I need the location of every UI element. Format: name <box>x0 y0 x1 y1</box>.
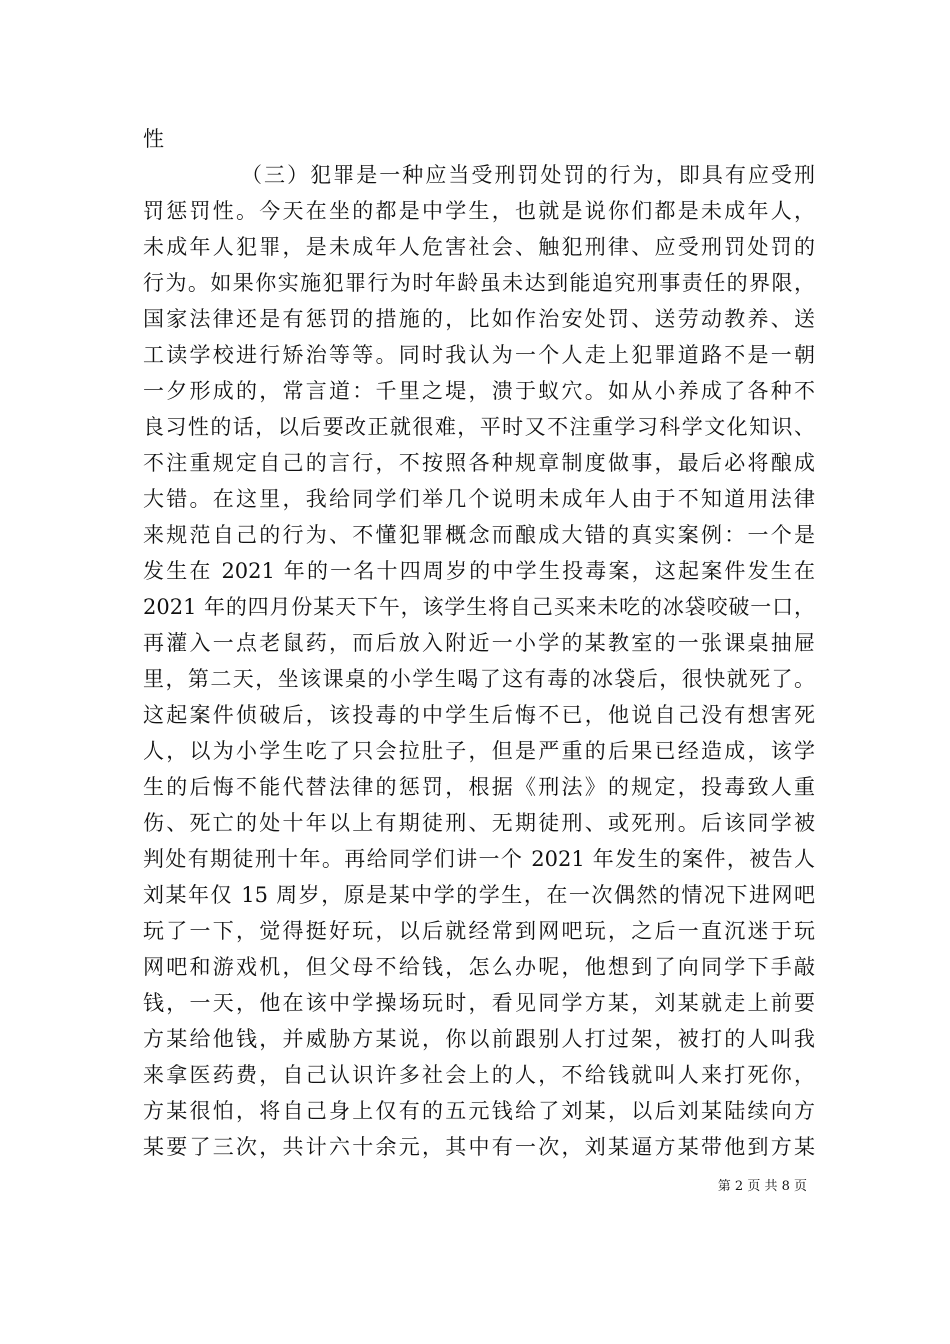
text-line-6: 国家法律还是有惩罚的措施的，比如作治安处罚、送劳动教养、送 <box>143 307 815 331</box>
text-line-1: 性 <box>143 127 164 151</box>
text-line-28: 方某很怕，将自己身上仅有的五元钱给了刘某，以后刘某陆续向方 <box>143 1099 815 1123</box>
text-line-29: 某要了三次，共计六十余元，其中有一次，刘某逼方某带他到方某 <box>143 1135 815 1159</box>
page-number-footer: 第 2 页 共 8 页 <box>717 1179 807 1194</box>
text-line-25: 钱，一天，他在该中学操场玩时，看见同学方某，刘某就走上前要 <box>143 991 815 1015</box>
text-line-17: 这起案件侦破后，该投毒的中学生后悔不已，他说自己没有想害死 <box>143 703 815 727</box>
text-line-8: 一夕形成的，常言道：千里之堤，溃于蚁穴。如从小养成了各种不 <box>143 379 815 403</box>
text-line-3: 罚惩罚性。今天在坐的都是中学生，也就是说你们都是未成年人， <box>143 199 815 223</box>
text-line-18: 人，以为小学生吃了只会拉肚子，但是严重的后果已经造成，该学 <box>143 739 815 763</box>
text-line-11: 大错。在这里，我给同学们举几个说明未成年人由于不知道用法律 <box>143 487 815 511</box>
text-line-14: 2021 年的四月份某天下午，该学生将自己买来未吃的冰袋咬破一口， <box>143 595 815 619</box>
text-line-22: 刘某年仅 15 周岁，原是某中学的学生，在一次偶然的情况下进网吧 <box>143 883 815 907</box>
text-line-20: 伤、死亡的处十年以上有期徒刑、无期徒刑、或死刑。后该同学被 <box>143 811 815 835</box>
text-line-27: 来拿医药费，自己认识许多社会上的人，不给钱就叫人来打死你， <box>143 1063 815 1087</box>
text-line-4: 未成年人犯罪，是未成年人危害社会、触犯刑律、应受刑罚处罚的 <box>143 235 815 259</box>
text-line-13: 发生在 2021 年的一名十四周岁的中学生投毒案，这起案件发生在 <box>143 559 815 583</box>
text-line-21: 判处有期徒刑十年。再给同学们讲一个 2021 年发生的案件，被告人 <box>143 847 815 871</box>
text-line-7: 工读学校进行矫治等等。同时我认为一个人走上犯罪道路不是一朝 <box>143 343 815 367</box>
text-line-26: 方某给他钱，并威胁方某说，你以前跟别人打过架，被打的人叫我 <box>143 1027 815 1051</box>
text-line-5: 行为。如果你实施犯罪行为时年龄虽未达到能追究刑事责任的界限， <box>143 271 815 295</box>
text-line-10: 不注重规定自己的言行，不按照各种规章制度做事，最后必将酿成 <box>143 451 815 475</box>
text-line-12: 来规范自己的行为、不懂犯罪概念而酿成大错的真实案例：一个是 <box>143 523 815 547</box>
text-line-16: 里，第二天，坐该课桌的小学生喝了这有毒的冰袋后，很快就死了。 <box>143 667 815 691</box>
text-line-2: （三）犯罪是一种应当受刑罚处罚的行为，即具有应受刑 <box>241 163 815 187</box>
text-line-19: 生的后悔不能代替法律的惩罚，根据《刑法》的规定，投毒致人重 <box>143 775 815 799</box>
text-line-15: 再灌入一点老鼠药，而后放入附近一小学的某教室的一张课桌抽屉 <box>143 631 815 655</box>
text-line-9: 良习性的话，以后要改正就很难，平时又不注重学习科学文化知识、 <box>143 415 815 439</box>
text-line-24: 网吧和游戏机，但父母不给钱，怎么办呢，他想到了向同学下手敲 <box>143 955 815 979</box>
text-line-23: 玩了一下，觉得挺好玩，以后就经常到网吧玩，之后一直沉迷于玩 <box>143 919 815 943</box>
